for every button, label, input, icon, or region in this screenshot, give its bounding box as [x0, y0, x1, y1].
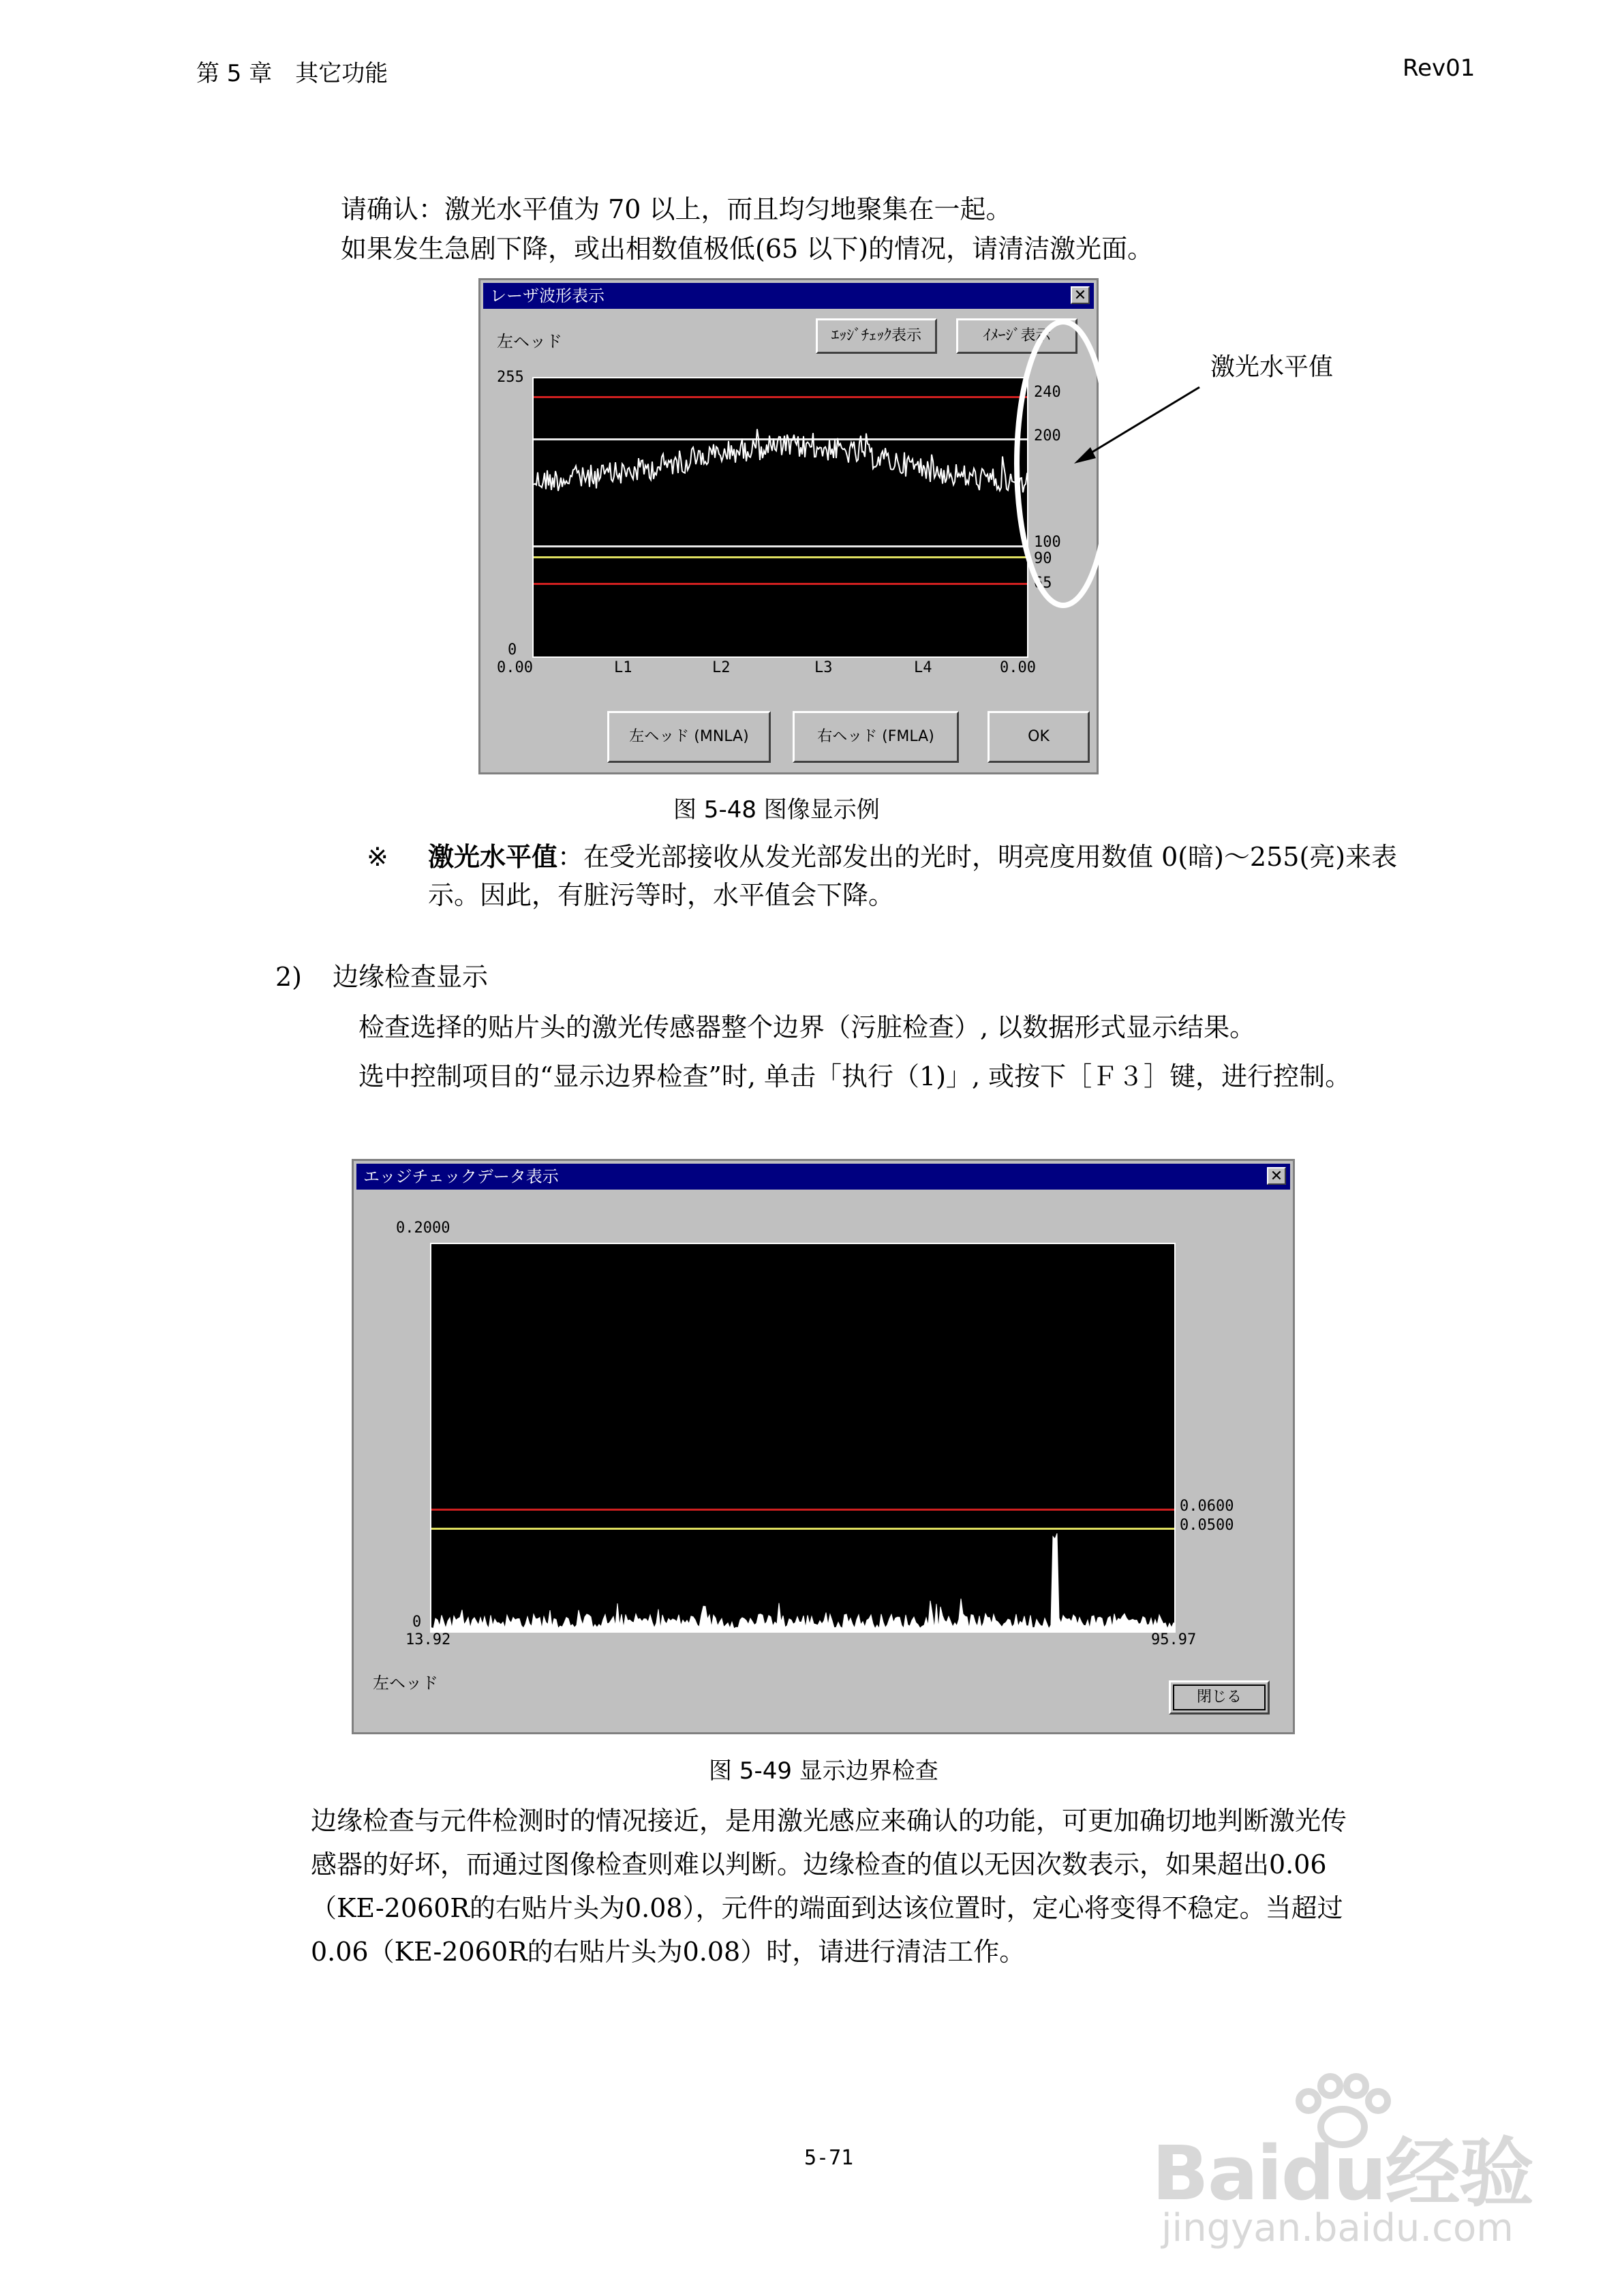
section-line-2: 选中控制项目的“显示边界检查”时, 单击「执行（1)」, 或按下［Ｆ３］键，进行控制。: [358, 1061, 1351, 1091]
intro-line-2: 如果发生急剧下降，或出相数值极低(65 以下)的情况，请清洁激光面。: [341, 234, 1154, 264]
figure-5-48-caption: 图 5-48 图像显示例: [673, 796, 880, 824]
image-display-button[interactable]: ｲﾒｰｼﾞ表示: [956, 318, 1077, 354]
ok-button[interactable]: OK: [988, 711, 1090, 763]
watermark-brand: Baidu经验: [1152, 2130, 1533, 2217]
level-label-65: 65: [1034, 575, 1052, 592]
close-button[interactable]: 閉じる: [1169, 1680, 1270, 1715]
close-icon[interactable]: ✕: [1267, 1167, 1286, 1185]
level-label-yellow: 0.0500: [1180, 1517, 1234, 1534]
note-text-1: ：在受光部接收从发光部发出的光时，明亮度用数值 0(暗)～255(亮)来表: [557, 842, 1398, 872]
y-top-label: 255: [497, 369, 524, 386]
level-label-200: 200: [1034, 427, 1061, 444]
body-line-4: 0.06（KE-2060R的右贴片头为0.08）时，请进行清洁工作。: [311, 1937, 1026, 1967]
right-head-button[interactable]: 右ヘッド (FMLA): [793, 711, 959, 763]
window-title: レーザ波形表示: [490, 286, 605, 305]
head-label: 左ヘッド: [497, 332, 562, 351]
chapter-header: 第 5 章 其它功能: [196, 60, 388, 87]
x-right-label: 95.97: [1151, 1631, 1197, 1648]
watermark-url: jingyan.baidu.com: [1161, 2206, 1514, 2250]
body-line-2: 感器的好坏，而通过图像检查则难以判断。边缘检查的值以无因次数表示，如果超出0.06: [311, 1849, 1327, 1879]
x-label-end: 0.00: [1000, 659, 1036, 676]
level-label-100: 100: [1034, 534, 1061, 551]
intro-line-1: 请确认：激光水平值为 70 以上，而且均匀地聚集在一起。: [341, 194, 1012, 224]
edge-check-plot: [430, 1243, 1176, 1633]
note-line-2: 示。因此，有脏污等时，水平值会下降。: [428, 880, 895, 910]
x-left-label: 13.92: [406, 1631, 451, 1648]
annotation-arrow: [1070, 382, 1206, 470]
window-titlebar: [356, 1164, 1290, 1190]
y-zero-label: 0: [508, 641, 517, 659]
page-number: 5-71: [804, 2146, 854, 2170]
annotation-label: 激光水平值: [1210, 353, 1334, 381]
window-title: エッジチェックデータ表示: [363, 1167, 559, 1186]
y-top-label: 0.2000: [396, 1220, 450, 1237]
figure-5-49-caption: 图 5-49 显示边界检查: [709, 1757, 938, 1785]
waveform-signal: [534, 378, 1028, 658]
edge-check-window: [352, 1159, 1295, 1734]
body-line-3: （KE-2060R的右贴片头为0.08），元件的端面到达该位置时，定心将变得不稳定。当超过: [311, 1893, 1343, 1923]
note-term: 激光水平值: [428, 841, 558, 872]
x-label-l3: L3: [814, 659, 833, 676]
level-label-red: 0.0600: [1180, 1498, 1234, 1515]
edge-check-display-button[interactable]: ｴｯｼﾞﾁｪｯｸ表示: [816, 318, 937, 354]
close-icon[interactable]: ✕: [1071, 286, 1090, 304]
x-label-l2: L2: [712, 659, 731, 676]
section-line-1: 检查选择的贴片头的激光传感器整个边界（污脏检查）, 以数据形式显示结果。: [358, 1012, 1256, 1042]
note-mark: ※: [367, 842, 388, 872]
x-label-start: 0.00: [497, 659, 533, 676]
laser-waveform-window: [478, 278, 1099, 774]
left-head-button[interactable]: 左ヘッド (MNLA): [607, 711, 771, 763]
level-label-90: 90: [1034, 550, 1052, 567]
level-label-240: 240: [1034, 384, 1061, 401]
revision-label: Rev01: [1403, 55, 1475, 82]
body-line-1: 边缘检查与元件检测时的情况接近，是用激光感应来确认的功能，可更加确切地判断激光传: [311, 1806, 1347, 1836]
waveform-plot: [532, 377, 1028, 658]
x-label-l1: L1: [614, 659, 632, 676]
window-titlebar: [483, 283, 1094, 309]
note-line-1: [428, 836, 1397, 878]
edge-signal: [431, 1244, 1176, 1633]
baidu-watermark: [1152, 2072, 1533, 2256]
head-label: 左ヘッド: [373, 1674, 438, 1693]
section-number: 2): [275, 962, 303, 992]
y-zero-label: 0: [412, 1614, 422, 1631]
x-label-l4: L4: [914, 659, 932, 676]
section-heading: 边缘检查显示: [333, 962, 489, 992]
